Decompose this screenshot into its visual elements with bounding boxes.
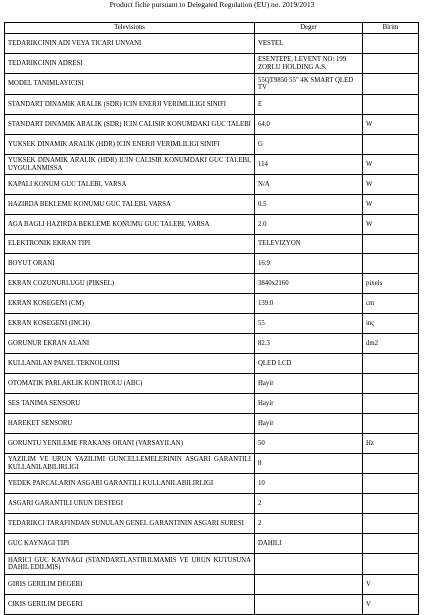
- table-row: [5, 374, 419, 394]
- value-cell: G: [255, 135, 363, 155]
- value-cell: QLED LCD: [255, 354, 363, 374]
- table-row: [5, 354, 419, 374]
- table-row: [5, 394, 419, 414]
- value-cell: 55: [255, 314, 363, 334]
- unit-cell: W: [363, 195, 419, 215]
- unit-cell: W: [363, 215, 419, 235]
- value-cell: 3840x2160: [255, 274, 363, 294]
- unit-cell: Hz: [363, 434, 419, 454]
- unit-cell: [363, 554, 419, 575]
- param-cell: EKRAN KOSEGENI (INCH): [5, 314, 255, 334]
- table-row: [5, 274, 419, 294]
- unit-cell: V: [363, 575, 419, 595]
- param-cell: HAREKET SENSORU: [5, 414, 255, 434]
- table-row: [5, 54, 419, 74]
- value-cell: 10: [255, 474, 363, 494]
- unit-cell: W: [363, 155, 419, 175]
- param-cell: CIKIS GERILIM DEGERI: [5, 595, 255, 615]
- unit-cell: pixels: [363, 274, 419, 294]
- unit-cell: [363, 34, 419, 54]
- unit-cell: [363, 494, 419, 514]
- value-cell: ESENTEPE, LEVENT NO: 199 ZORLU HOLDING A.S.: [255, 54, 363, 74]
- value-cell: 114: [255, 155, 363, 175]
- table-header-row: [5, 23, 419, 34]
- param-cell: EKRAN COZUNURLUGU (PIKSEL): [5, 274, 255, 294]
- value-cell: [255, 554, 363, 575]
- value-cell: E: [255, 95, 363, 115]
- table-row: [5, 254, 419, 274]
- value-cell: 64.0: [255, 115, 363, 135]
- value-cell: 50: [255, 434, 363, 454]
- table-row: [5, 215, 419, 235]
- unit-cell: [363, 414, 419, 434]
- value-cell: Hayir: [255, 414, 363, 434]
- param-cell: GUC KAYNAGI TIPI: [5, 534, 255, 554]
- header-unit: Birim: [363, 23, 419, 34]
- table-row: [5, 434, 419, 454]
- param-cell: KULLANILAN PANEL TEKNOLOJISI: [5, 354, 255, 374]
- table-row: [5, 314, 419, 334]
- unit-cell: W: [363, 115, 419, 135]
- header-parameter: Televisions: [5, 23, 255, 34]
- value-cell: 2.0: [255, 215, 363, 235]
- unit-cell: inç: [363, 314, 419, 334]
- param-cell: HAZIRDA BEKLEME KONUMU GUC TALEBI, VARSA: [5, 195, 255, 215]
- table-row: [5, 115, 419, 135]
- table-row: [5, 474, 419, 494]
- table-row: [5, 235, 419, 254]
- table-row: [5, 454, 419, 474]
- unit-cell: [363, 354, 419, 374]
- unit-cell: [363, 454, 419, 474]
- unit-cell: [363, 135, 419, 155]
- param-cell: GIRIS GERILIM DEGERI: [5, 575, 255, 595]
- param-cell: GORUNTU YENILEME FRAKANS ORANI (VARSAYILAN): [5, 434, 255, 454]
- value-cell: Hayir: [255, 374, 363, 394]
- unit-cell: [363, 514, 419, 534]
- value-cell: TELEVIZYON: [255, 235, 363, 254]
- table-row: [5, 175, 419, 195]
- table-row: [5, 554, 419, 575]
- param-cell: STANDART DINAMIK ARALIK (SDR) ICIN CALISIR KONUMDAKI GUC TALEBI: [5, 115, 255, 135]
- value-cell: DAHILI: [255, 534, 363, 554]
- unit-cell: cm: [363, 294, 419, 314]
- param-cell: SES TANIMA SENSORU: [5, 394, 255, 414]
- unit-cell: [363, 474, 419, 494]
- unit-cell: W: [363, 175, 419, 195]
- value-cell: 82.3: [255, 334, 363, 354]
- unit-cell: [363, 74, 419, 95]
- table-row: [5, 34, 419, 54]
- unit-cell: dm2: [363, 334, 419, 354]
- table-row: [5, 514, 419, 534]
- unit-cell: V: [363, 595, 419, 615]
- value-cell: VESTEL: [255, 34, 363, 54]
- table-row: [5, 595, 419, 615]
- value-cell: N/A: [255, 175, 363, 195]
- product-fiche-table: [4, 22, 419, 615]
- param-cell: GORUNUR EKRAN ALANI: [5, 334, 255, 354]
- param-cell: TEDARIKCININ ADI VEYA TICARI UNVANI: [5, 34, 255, 54]
- table-row: [5, 414, 419, 434]
- table-row: [5, 294, 419, 314]
- param-cell: ELEKTRONIK EKRAN TIPI: [5, 235, 255, 254]
- table-row: [5, 155, 419, 175]
- unit-cell: [363, 374, 419, 394]
- unit-cell: [363, 394, 419, 414]
- param-cell: YEDEK PARCALARIN ASGARI GARANTILI KULLANILABILIRLIGI: [5, 474, 255, 494]
- value-cell: [255, 595, 363, 615]
- unit-cell: [363, 54, 419, 74]
- unit-cell: [363, 534, 419, 554]
- table-row: [5, 334, 419, 354]
- unit-cell: [363, 254, 419, 274]
- table-row: [5, 534, 419, 554]
- param-cell: MODEL TANIMLAYICISI: [5, 74, 255, 95]
- param-cell: STANDART DINAMIK ARALIK (SDR) ICIN ENERJI VERIMLILIGI SINIFI: [5, 95, 255, 115]
- value-cell: 2: [255, 494, 363, 514]
- value-cell: 55QT9850 55" 4K SMART QLED TV: [255, 74, 363, 95]
- param-cell: EKRAN KOSEGENI (CM): [5, 294, 255, 314]
- document-title: Product fiche pursuant to Delegated Regulation (EU) no. 2019/2013: [109, 0, 315, 9]
- value-cell: Hayir: [255, 394, 363, 414]
- value-cell: 16:9: [255, 254, 363, 274]
- table-row: [5, 494, 419, 514]
- param-cell: ASGARI GARANTILI URUN DESTEGI: [5, 494, 255, 514]
- param-cell: BOYUT ORANI: [5, 254, 255, 274]
- table-row: [5, 135, 419, 155]
- param-cell: KAPALI KONUM GUC TALEBI, VARSA: [5, 175, 255, 195]
- param-cell: AGA BAGLI HAZIRDA BEKLEME KONUMU GUC TALEBI, VARSA: [5, 215, 255, 235]
- value-cell: 8: [255, 454, 363, 474]
- param-cell: YAZILIM VE URUN YAZILIMI GUNCELLEMELERININ ASGARI GARANTILI KULLANILABILIRLIGI: [5, 454, 255, 474]
- table-row: [5, 575, 419, 595]
- param-cell: HARICI GUC KAYNAGI (STANDARTLASTIRILMAMIS VE URUN KUTUSUNA DAHIL EDILMIS): [5, 554, 255, 575]
- table-row: [5, 195, 419, 215]
- value-cell: 139.0: [255, 294, 363, 314]
- param-cell: YUKSEK DINAMIK ARALIK (HDR) ICIN ENERJI VERIMLILIGI SINIFI: [5, 135, 255, 155]
- value-cell: 0.5: [255, 195, 363, 215]
- param-cell: TEDARIKCININ ADRESI: [5, 54, 255, 74]
- table-row: [5, 95, 419, 115]
- param-cell: TEDARIKCI TARAFINDAN SUNULAN GENEL GARANTININ ASGARI SURESI: [5, 514, 255, 534]
- unit-cell: [363, 235, 419, 254]
- table-row: [5, 74, 419, 95]
- header-value: Deger: [255, 23, 363, 34]
- value-cell: [255, 575, 363, 595]
- param-cell: YUKSEK DINAMIK ARALIK (HDR) ICIN CALISIR KONUMDAKI GUC TALEBI, UYGULANMISSA: [5, 155, 255, 175]
- value-cell: 2: [255, 514, 363, 534]
- unit-cell: [363, 95, 419, 115]
- param-cell: OTOMATIK PARLAKLIK KONTROLU (ABC): [5, 374, 255, 394]
